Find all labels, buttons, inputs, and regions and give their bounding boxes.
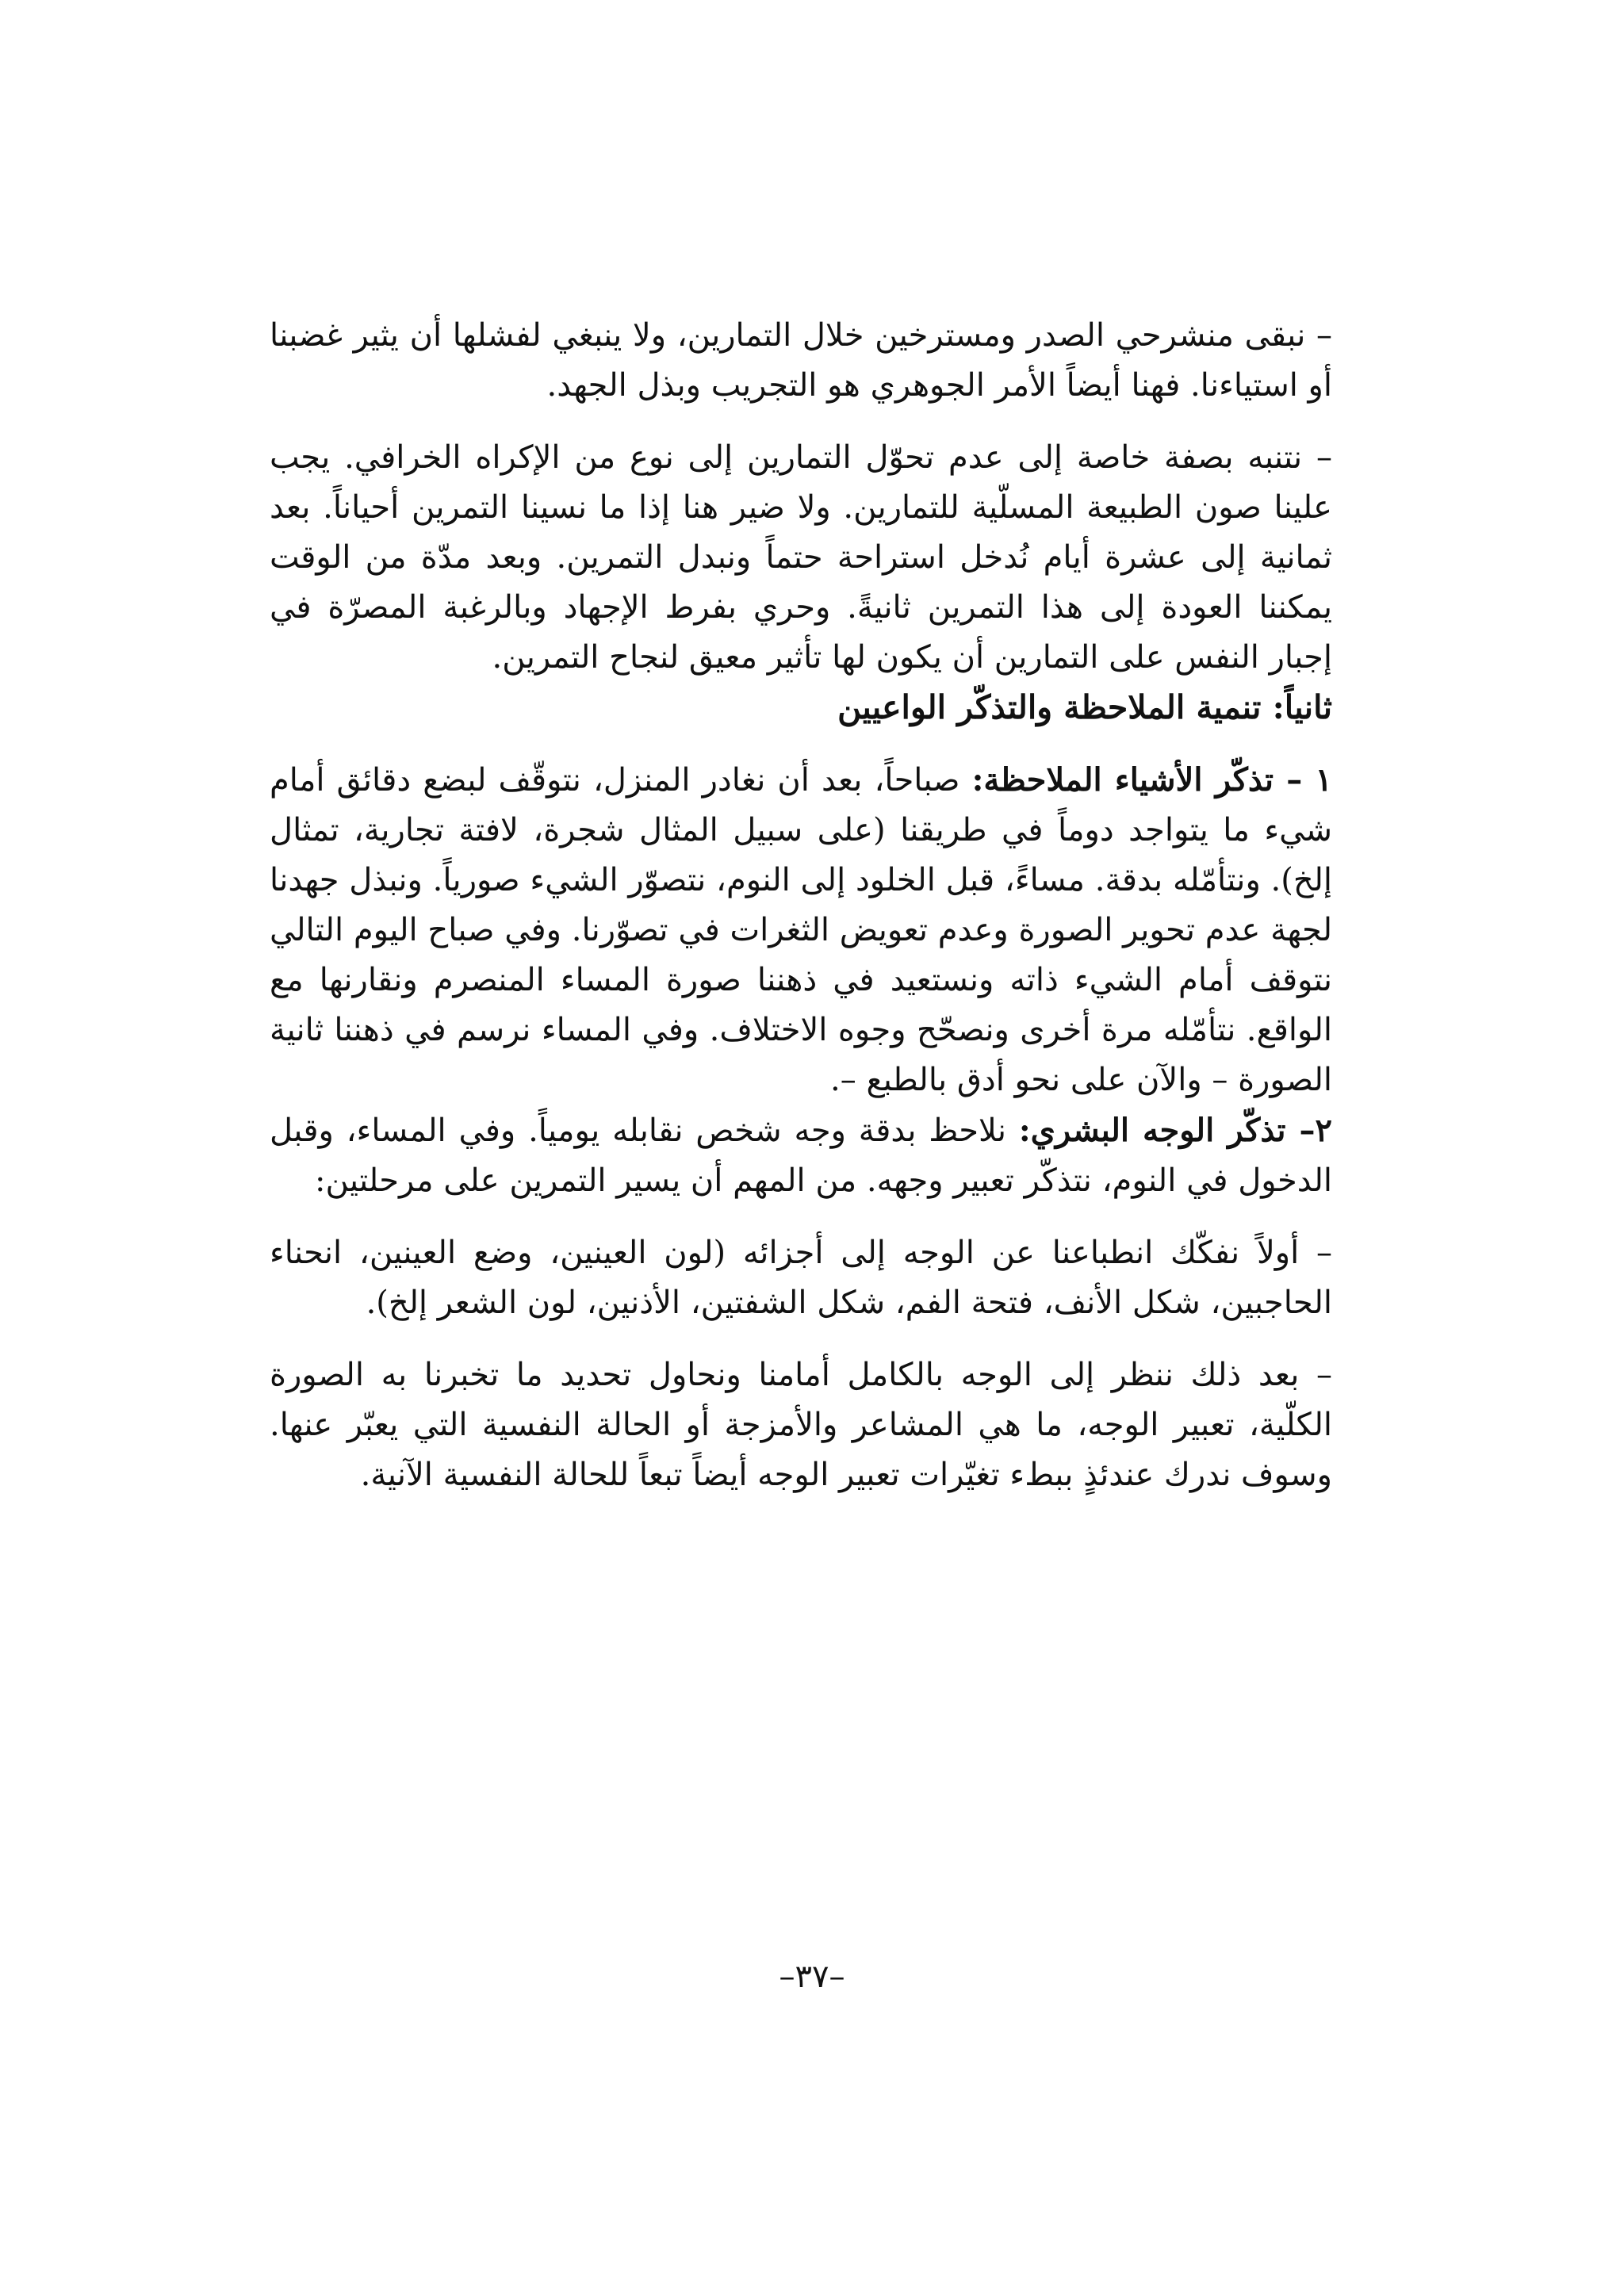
paragraph-face-whole: – بعد ذلك ننظر إلى الوجه بالكامل أمامنا ونحاول تحديد ما تخبرنا به الصورة الكلّية، تعبير الوجه، ما هي المشاعر والأمزجة أو الحالة النفسية التي يعبّر عنها. وسوف ندرك عندئذٍ ببطء تغيّرات تعبير الوجه أيضاً تبعاً للحالة النفسية الآنية. [270,1357,1332,1493]
section-heading: ثانياً: تنمية الملاحظة والتذكّر الواعيين [837,688,1332,726]
face-memory-text: نلاحظ بدقة وجه شخص نقابله يومياً. وفي المساء، وقبل الدخول في النوم، نتذكّر تعبير وجهه. من المهم أن يسير التمرين على مرحلتين: [270,1112,1332,1199]
page-number: –٣٧– [779,1959,845,1995]
face-memory-title: ٢– تذكّر الوجه البشري: [1018,1112,1332,1149]
paragraph-relaxation: – نبقى منشرحي الصدر ومسترخين خلال التمارين، ولا ينبغي لفشلها أن يثير غضبنا أو استياءنا. فهنا أيضاً الأمر الجوهري هو التجريب وبذل الجهد. [270,317,1332,404]
paragraph-face-memory [270,1105,1332,1206]
paragraph-superstition-warning: – نتنبه بصفة خاصة إلى عدم تحوّل التمارين إلى نوع من الإكراه الخرافي. يجب علينا صون الطبيعة المسلّية للتمارين. ولا ضير هنا إذا ما نسينا التمرين أحياناً. بعد ثمانية إلى عشرة أيام نُدخل استراحة حتماً ونبدل التمرين. وبعد مدّة من الوقت يمكننا العودة إلى هذا التمرين ثانيةً. وحري بفرط الإجهاد وبالرغبة المصرّة في إجبار النفس على التمارين أن يكون لها تأثير معيق لنجاح التمرين. [270,439,1332,676]
object-memory-text: صباحاً، بعد أن نغادر المنزل، نتوقّف لبضع دقائق أمام شيء ما يتواجد دوماً في طريقنا (على سبيل المثال شجرة، لافتة تجارية، تمثال إلخ). ونتأمّله بدقة. مساءً، قبل الخلود إلى النوم، نتصوّر الشيء صورياً. ونبذل جهدنا لجهة عدم تحوير الصورة وعدم تعويض الثغرات في تصوّرنا. وفي صباح اليوم التالي نتوقف أمام الشيء ذاته ونستعيد في ذهننا صورة المساء المنصرم ونقارنها مع الواقع. نتأمّله مرة أخرى ونصحّح وجوه الاختلاف. وفي المساء نرسم في ذهننا ثانية الصورة – والآن على نحو أدق بالطبع –. [270,762,1332,1098]
paragraph-face-parts: – أولاً نفكّك انطباعنا عن الوجه إلى أجزائه (لون العينين، وضع العينين، انحناء الحاجبين، شكل الأنف، فتحة الفم، شكل الشفتين، الأذنين، لون الشعر إلخ). [270,1235,1332,1321]
body-text [270,311,1332,1500]
object-memory-title: ١ – تذكّر الأشياء الملاحظة: [971,761,1333,798]
paragraph-object-memory [270,755,1332,1105]
